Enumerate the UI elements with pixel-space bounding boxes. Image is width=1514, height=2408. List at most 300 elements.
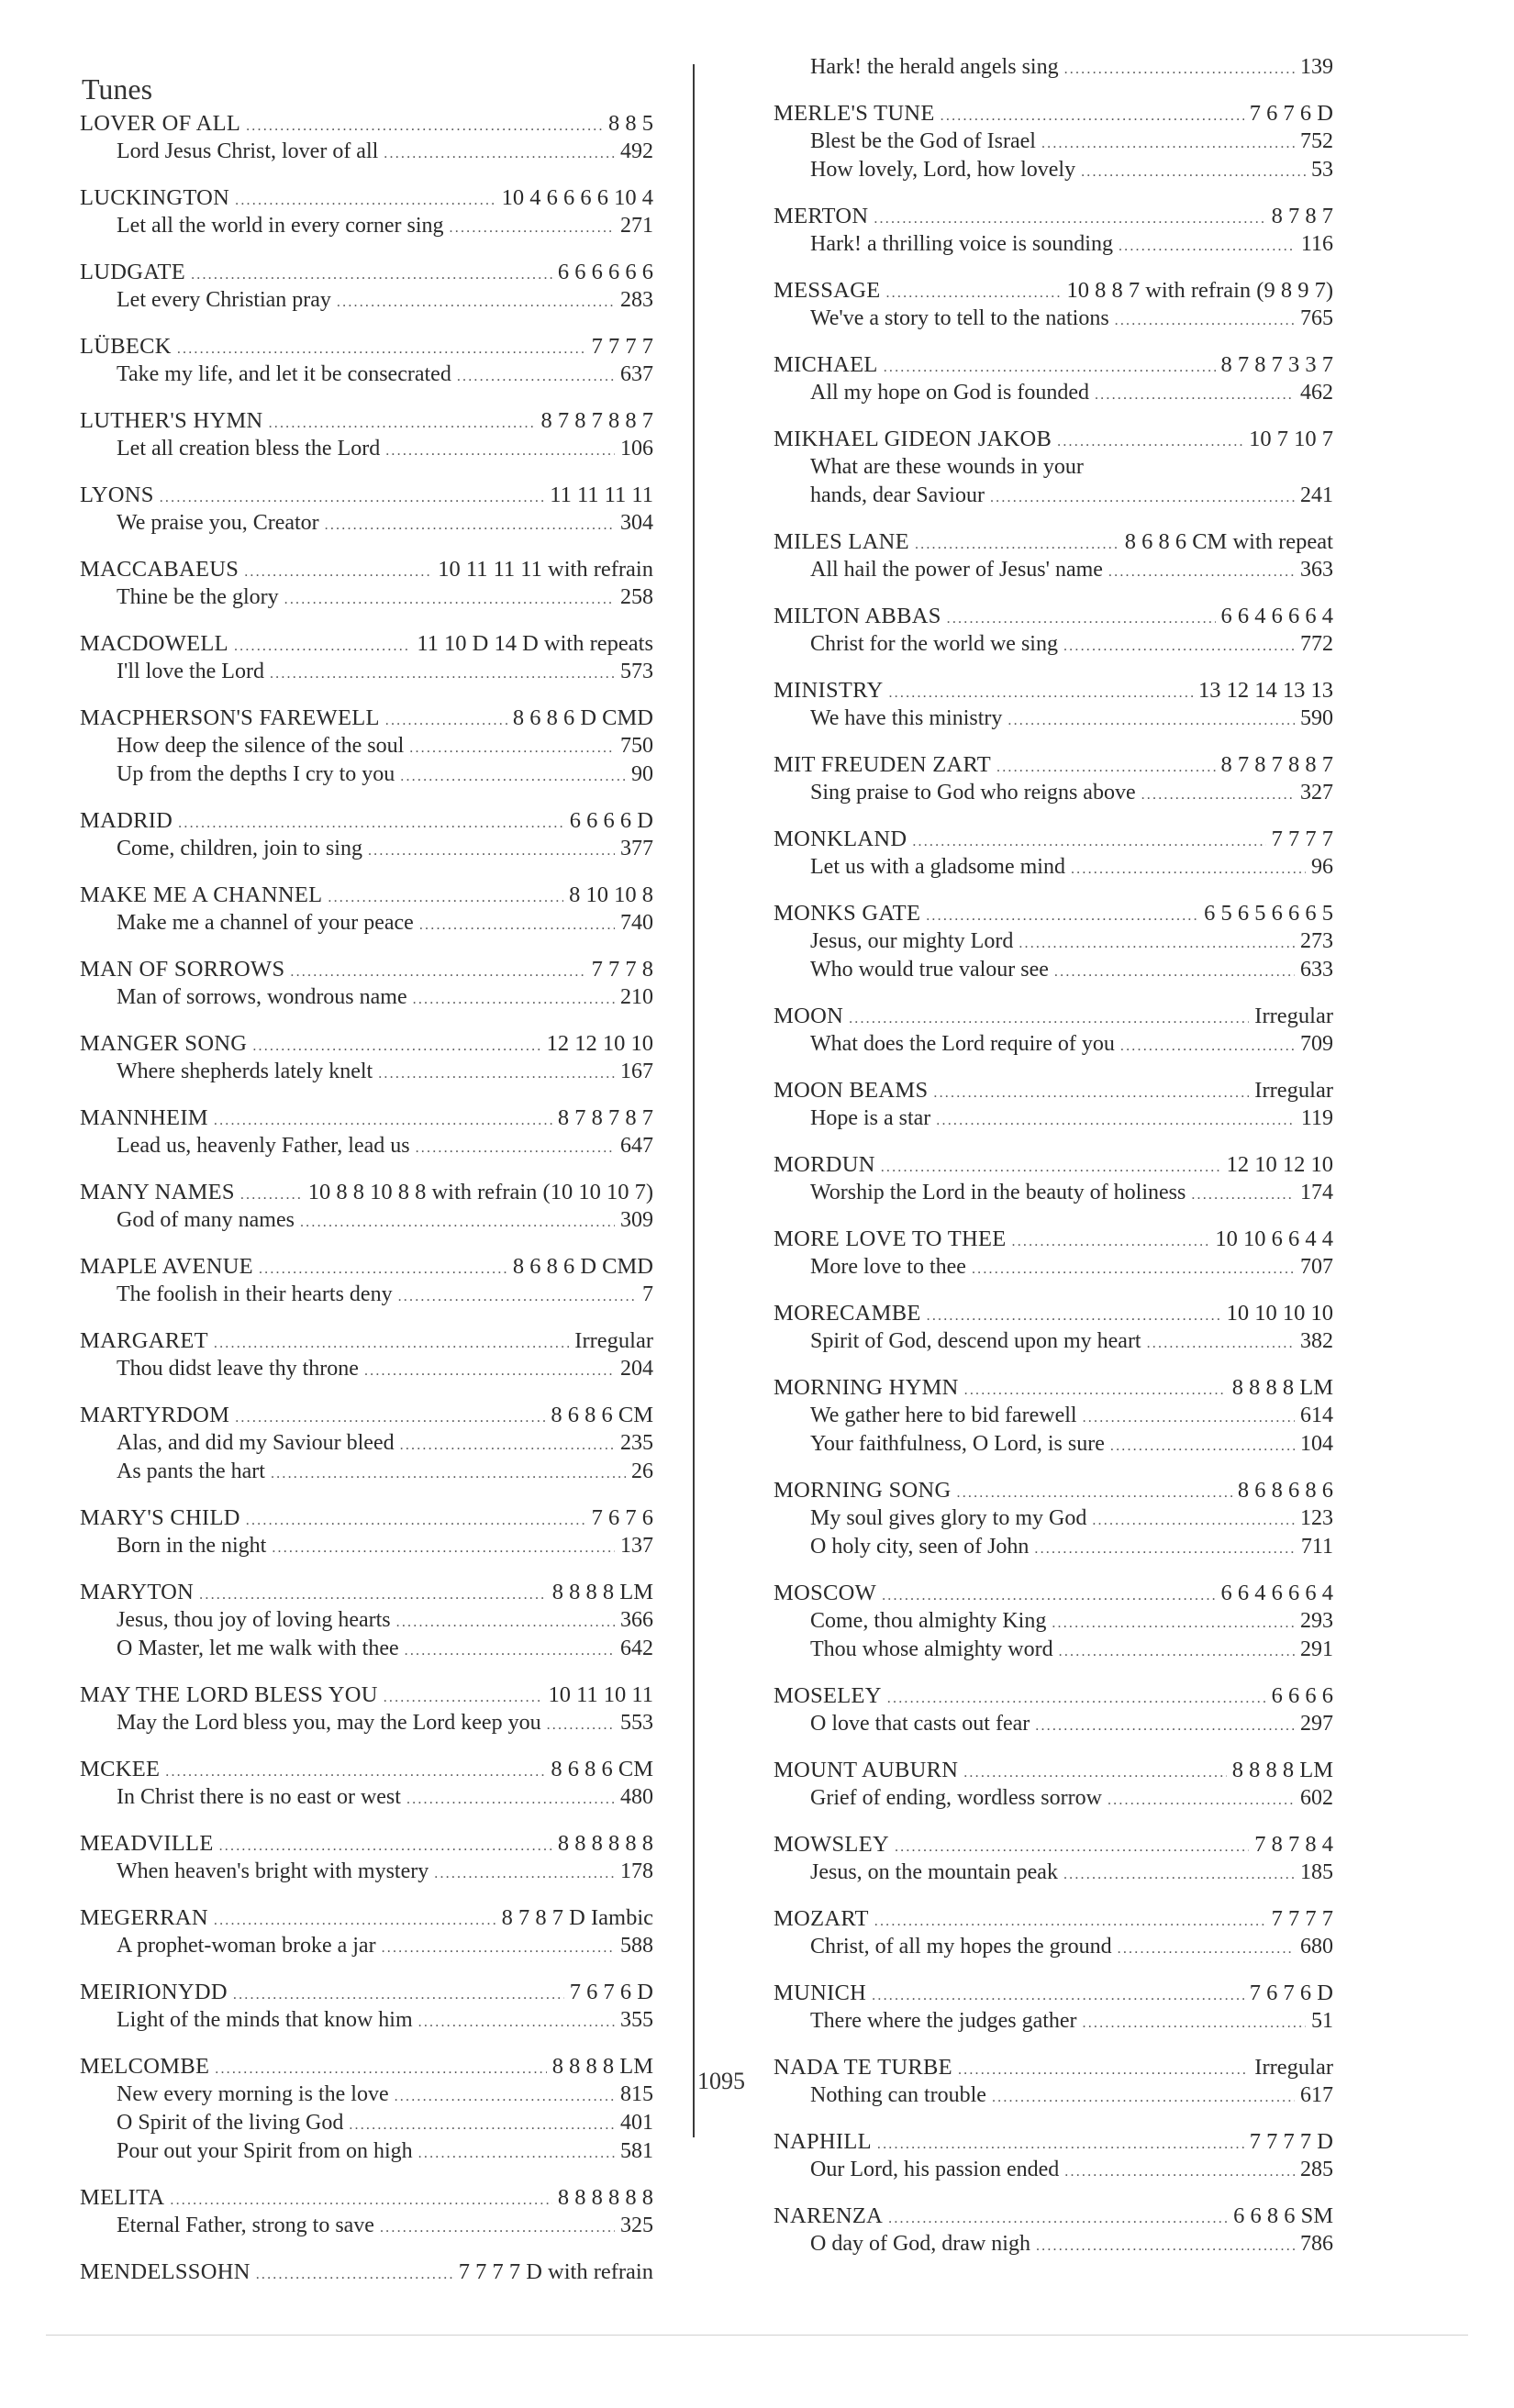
tune-meter: 7 8 7 8 4 [1254, 1832, 1333, 1857]
tune-name: NADA TE TURBE [774, 2055, 952, 2080]
hymn-title: Let all the world in every corner sing [117, 214, 444, 238]
hymn-title: Blest be the God of Israel [810, 129, 1036, 153]
dot-leader [547, 1711, 615, 1739]
dot-leader [337, 288, 615, 316]
tune-meter: 8 8 5 [608, 111, 653, 136]
tune-entry [774, 1904, 1333, 1961]
dot-leader [300, 1208, 615, 1237]
hymn-number: 304 [620, 511, 653, 535]
hymn-line [774, 1859, 1333, 1887]
tune-name: MOON [774, 1004, 844, 1028]
dot-leader [235, 186, 495, 215]
tune-meter: 7 7 7 8 [591, 957, 653, 982]
hymn-title: We praise you, Creator [117, 511, 319, 535]
tune-entry [774, 1299, 1333, 1356]
hymn-line [80, 1355, 653, 1383]
tune-entry [80, 1681, 653, 1737]
dot-leader [915, 530, 1119, 559]
hymn-title: Worship the Lord in the beauty of holiness [810, 1181, 1186, 1204]
hymn-line [80, 983, 653, 1012]
dot-leader [881, 1153, 1221, 1182]
tune-meter: 6 6 8 6 SM [1233, 2203, 1333, 2228]
dot-leader [1059, 1637, 1295, 1666]
tune-meter: Irregular [1254, 1078, 1333, 1103]
dot-leader [256, 2260, 453, 2289]
hymn-title: Take my life, and let it be consecrated [117, 362, 451, 386]
dot-leader [413, 985, 615, 1014]
dot-leader [1063, 1860, 1295, 1889]
dot-leader [272, 1534, 615, 1562]
dot-leader [964, 1376, 1227, 1404]
dot-leader [927, 1302, 1221, 1330]
dot-leader [1191, 1181, 1295, 1209]
hymn-line [774, 1402, 1333, 1430]
hymn-number: 602 [1300, 1786, 1333, 1810]
tune-heading-line [774, 750, 1333, 779]
tune-name: MORDUN [774, 1152, 875, 1177]
tune-heading-line [774, 1904, 1333, 1933]
hymn-number: 139 [1300, 55, 1333, 79]
hymn-number: 167 [620, 1060, 653, 1083]
tune-meter: 10 8 8 7 with refrain (9 8 9 7) [1066, 278, 1333, 303]
dot-leader [1119, 232, 1296, 261]
tune-meter: Irregular [574, 1328, 653, 1353]
tune-name: MILES LANE [774, 529, 909, 554]
tune-name: MICHAEL [774, 352, 878, 377]
hymn-line [774, 1607, 1333, 1636]
dot-leader [872, 1981, 1244, 2010]
dot-leader [941, 102, 1244, 130]
tune-name: MORE LOVE TO THEE [774, 1226, 1007, 1251]
tune-name: MARYTON [80, 1580, 195, 1604]
hymn-title: Let all creation bless the Lord [117, 437, 381, 461]
tune-entry [80, 881, 653, 938]
hymn-line [774, 53, 1333, 82]
dot-leader [271, 1459, 626, 1488]
tune-heading-line [774, 1150, 1333, 1179]
hymn-number: 327 [1300, 781, 1333, 805]
hymn-line [774, 1253, 1333, 1282]
tune-entry [774, 2127, 1333, 2184]
tune-entry [774, 350, 1333, 407]
dot-leader [400, 1431, 615, 1459]
hymn-number: 637 [620, 362, 653, 386]
hymn-number: 573 [620, 660, 653, 683]
hymn-number: 401 [620, 2111, 653, 2135]
tune-meter: 6 5 6 5 6 6 6 5 [1204, 901, 1333, 926]
tune-name: LÜBECK [80, 334, 172, 359]
hymn-line [774, 1710, 1333, 1738]
hymn-title: How deep the silence of the soul [117, 734, 405, 758]
tune-entry [774, 1476, 1333, 1561]
tune-name: MILTON ABBAS [774, 604, 941, 628]
hymn-title: Hark! a thrilling voice is sounding [810, 232, 1113, 256]
tune-meter: 8 7 8 7 3 3 7 [1220, 352, 1333, 377]
dot-leader [1071, 855, 1306, 883]
tune-name: MORNING HYMN [774, 1375, 959, 1400]
dot-leader [450, 214, 615, 242]
hymn-line [80, 835, 653, 863]
tune-heading-line [774, 676, 1333, 705]
tune-name: MIKHAEL GIDEON JAKOB [774, 427, 1052, 451]
tune-meter: 10 11 11 11 with refrain [438, 557, 653, 582]
tune-entry [80, 1104, 653, 1160]
tune-name: LYONS [80, 483, 154, 507]
dot-leader [874, 205, 1265, 233]
dot-leader [219, 1832, 552, 1860]
dot-leader [396, 1608, 615, 1637]
dot-leader [419, 911, 615, 939]
dot-leader [1108, 1786, 1295, 1814]
tune-entry [774, 99, 1333, 184]
tune-heading-line [80, 406, 653, 435]
hymn-title: All hail the power of Jesus' name [810, 558, 1103, 582]
dot-leader [398, 1282, 637, 1311]
dot-leader [215, 2055, 547, 2083]
tune-heading-line [80, 1578, 653, 1606]
tune-entry [80, 1978, 653, 2035]
dot-leader [990, 483, 1295, 512]
dot-leader [1141, 781, 1295, 809]
hymn-line [774, 2156, 1333, 2184]
hymn-line [80, 1532, 653, 1560]
hymn-title: Alas, and did my Saviour bleed [117, 1431, 395, 1455]
hymn-title: We've a story to tell to the nations [810, 306, 1109, 330]
dot-leader [1110, 1432, 1295, 1460]
tune-meter: 10 10 10 10 [1226, 1301, 1333, 1326]
tune-name: MEADVILLE [80, 1831, 214, 1856]
tune-meter: Irregular [1254, 2055, 1333, 2080]
dot-leader [1081, 158, 1306, 186]
dot-leader [1083, 1404, 1295, 1432]
tune-meter: 6 6 4 6 6 6 4 [1220, 1581, 1333, 1605]
hymn-line [80, 909, 653, 938]
tune-heading-line [80, 332, 653, 361]
hymn-number: 750 [620, 734, 653, 758]
hymn-title: We gather here to bid farewell [810, 1404, 1077, 1427]
hymn-number: 185 [1300, 1860, 1333, 1884]
hymn-line [80, 2081, 653, 2109]
hymn-title: Born in the night [117, 1534, 267, 1558]
hymn-number: 707 [1300, 1255, 1333, 1279]
dot-leader [887, 1684, 1266, 1713]
dot-leader [244, 558, 432, 586]
hymn-line [80, 1281, 653, 1309]
hymn-title: Our Lord, his passion ended [810, 2158, 1060, 2181]
hymn-number: 680 [1300, 1935, 1333, 1959]
hymn-title: Let every Christian pray [117, 288, 331, 312]
tune-meter: 12 12 10 10 [546, 1031, 653, 1056]
hymn-number: 617 [1300, 2083, 1333, 2107]
tune-meter: 8 6 8 6 8 6 [1237, 1478, 1333, 1503]
dot-leader [1057, 427, 1243, 456]
hymn-line [774, 1327, 1333, 1356]
hymn-line [774, 1933, 1333, 1961]
hymn-number: 258 [620, 585, 653, 609]
dot-leader [1054, 958, 1295, 986]
hymn-line [774, 453, 1333, 482]
dot-leader [1115, 306, 1295, 335]
tune-name: MARTYRDOM [80, 1403, 230, 1427]
hymn-line [774, 305, 1333, 333]
tune-heading-line [80, 555, 653, 583]
tune-meter: 8 8 8 8 LM [551, 1580, 653, 1604]
dot-leader [1118, 1935, 1295, 1963]
hymn-title: What does the Lord require of you [810, 1032, 1115, 1056]
dot-leader [395, 2082, 615, 2111]
hymn-line [80, 1206, 653, 1235]
hymn-line [774, 156, 1333, 184]
hymn-number: 235 [620, 1431, 653, 1455]
dot-leader [936, 1106, 1296, 1135]
tune-meter: 7 6 7 6 D [1249, 101, 1333, 126]
hymn-title: Hark! the herald angels sing [810, 55, 1059, 79]
tune-entry [80, 258, 653, 315]
tune-meter: 7 7 7 7 [1271, 1906, 1333, 1931]
tune-meter: Irregular [1254, 1004, 1333, 1028]
tune-meter: 8 8 8 8 8 8 [557, 2185, 653, 2210]
tune-entry [774, 2202, 1333, 2258]
dot-leader [888, 2204, 1228, 2233]
hymn-line [80, 583, 653, 612]
tune-heading-line [80, 1681, 653, 1709]
dot-leader [963, 1759, 1227, 1787]
tune-heading-line [80, 2258, 653, 2286]
tune-name: NAPHILL [774, 2129, 872, 2154]
hymn-line [80, 212, 653, 240]
tune-entry [774, 1830, 1333, 1887]
tune-entry [774, 899, 1333, 984]
hymn-title: Christ, of all my hopes the ground [810, 1935, 1112, 1959]
dot-leader [290, 958, 585, 986]
tune-heading-line [80, 704, 653, 732]
tune-name: MANY NAMES [80, 1180, 235, 1204]
tune-entry [80, 629, 653, 686]
tune-entry [774, 202, 1333, 259]
tune-name: MACCABAEUS [80, 557, 239, 582]
tune-name: MOWSLEY [774, 1832, 889, 1857]
tune-heading-line [80, 881, 653, 909]
tune-name: MOZART [774, 1906, 869, 1931]
hymn-line [80, 1458, 653, 1486]
tune-name: MOUNT AUBURN [774, 1758, 959, 1782]
page-number: 1095 [697, 2068, 745, 2094]
tune-meter: 8 8 8 8 LM [1231, 1758, 1333, 1782]
tune-entry [774, 1076, 1333, 1133]
dot-leader [958, 2056, 1249, 2084]
dot-leader [380, 2214, 615, 2242]
dot-leader [1095, 381, 1295, 409]
tune-entry [774, 1979, 1333, 2036]
dot-leader [177, 335, 586, 363]
tune-entry [774, 825, 1333, 882]
dot-leader [240, 1181, 303, 1209]
hymn-number: 786 [1300, 2232, 1333, 2256]
hymn-title: I'll love the Lord [117, 660, 264, 683]
hymn-title: All my hope on God is founded [810, 381, 1089, 405]
dot-leader [385, 437, 615, 465]
tune-meter: 10 10 6 6 4 4 [1215, 1226, 1333, 1251]
dot-leader [269, 409, 536, 438]
tune-name: MADRID [80, 808, 173, 833]
hymn-title: How lovely, Lord, how lovely [810, 158, 1076, 182]
hymn-line [774, 379, 1333, 407]
tune-heading-line [80, 1755, 653, 1783]
hymn-title: Grief of ending, wordless sorrow [810, 1786, 1102, 1810]
hymn-number: 815 [620, 2082, 653, 2106]
tune-heading-line [774, 2202, 1333, 2230]
hymn-line [774, 630, 1333, 659]
dot-leader [400, 762, 626, 791]
tune-entry [774, 676, 1333, 733]
tune-entry [774, 2053, 1333, 2110]
tune-name: MIT FREUDEN ZART [774, 752, 991, 777]
hymn-number: 752 [1300, 129, 1333, 153]
tune-name: MONKLAND [774, 827, 907, 851]
hymn-number: 178 [620, 1859, 653, 1883]
hymn-line [80, 1932, 653, 1960]
dot-leader [933, 1079, 1249, 1107]
dot-leader [957, 1479, 1232, 1507]
hymn-number: 462 [1300, 381, 1333, 405]
hymn-line [774, 230, 1333, 259]
tune-entry [774, 527, 1333, 584]
dot-leader [1120, 1032, 1295, 1060]
dot-leader [368, 837, 615, 865]
tune-name: MUNICH [774, 1981, 867, 2005]
hymn-line [80, 1858, 653, 1886]
hymn-number: 283 [620, 288, 653, 312]
hymn-line [774, 482, 1333, 510]
hymn-line [774, 1430, 1333, 1459]
hymn-line [774, 956, 1333, 984]
tune-name: MOSELEY [774, 1683, 882, 1708]
hymn-number: 633 [1300, 958, 1333, 982]
hymn-title: Thou didst leave thy throne [117, 1357, 359, 1381]
hymn-line [80, 1709, 653, 1737]
tune-entry [80, 1178, 653, 1235]
hymn-number: 116 [1300, 232, 1333, 256]
tune-name: MERLE'S TUNE [774, 101, 935, 126]
hymn-number: 123 [1300, 1506, 1333, 1530]
dot-leader [259, 1255, 507, 1283]
tune-name: LOVER OF ALL [80, 111, 241, 136]
hymn-line [80, 286, 653, 315]
hymn-number: 711 [1300, 1535, 1333, 1559]
tune-meter: 8 10 10 8 [569, 882, 653, 907]
hymn-title: hands, dear Saviour [810, 483, 985, 507]
hymn-number: 90 [631, 762, 653, 786]
tune-meter: 12 10 12 10 [1226, 1152, 1333, 1177]
tune-heading-line [80, 806, 653, 835]
tune-name: MAY THE LORD BLESS YOU [80, 1682, 378, 1707]
hymn-line [80, 1429, 653, 1458]
dot-leader [382, 1934, 615, 1962]
hymn-line [774, 2007, 1333, 2036]
dot-leader [877, 2130, 1244, 2158]
hymn-title: Man of sorrows, wondrous name [117, 985, 407, 1009]
dot-leader [992, 2083, 1295, 2112]
hymn-title: Lead us, heavenly Father, lead us [117, 1134, 410, 1158]
hymn-number: 647 [620, 1134, 653, 1158]
hymn-title: More love to thee [810, 1255, 966, 1279]
tune-entry [774, 602, 1333, 659]
tune-entry [774, 1150, 1333, 1207]
tune-name: MANGER SONG [80, 1031, 248, 1056]
tune-name: MAN OF SORROWS [80, 957, 285, 982]
tune-entry [774, 1373, 1333, 1459]
dot-leader [246, 112, 603, 140]
hymn-number: 174 [1300, 1181, 1333, 1204]
hymn-line [80, 1606, 653, 1635]
tune-entry [80, 704, 653, 789]
dot-leader [434, 1859, 615, 1888]
hymn-number: 363 [1300, 558, 1333, 582]
tune-heading-line [80, 481, 653, 509]
hymn-title: Hope is a star [810, 1106, 931, 1130]
tune-heading-line [774, 1830, 1333, 1859]
tune-name: MCKEE [80, 1757, 161, 1781]
scan-edge-line [46, 2335, 1468, 2336]
tune-heading-line [774, 1476, 1333, 1504]
tune-entry [774, 1681, 1333, 1738]
hymn-number: 614 [1300, 1404, 1333, 1427]
dot-leader [385, 706, 507, 735]
tune-heading-line [80, 183, 653, 212]
tune-meter: 8 6 8 6 CM with repeat [1124, 529, 1333, 554]
tune-entry [80, 1755, 653, 1812]
hymn-number: 366 [620, 1608, 653, 1632]
hymn-title: The foolish in their hearts deny [117, 1282, 393, 1306]
tune-heading-line [774, 1979, 1333, 2007]
hymn-title: Who would true valour see [810, 958, 1049, 982]
hymn-number: 26 [631, 1459, 653, 1483]
tune-entry [774, 1002, 1333, 1059]
hymn-number: 765 [1300, 306, 1333, 330]
tune-heading-line [774, 602, 1333, 630]
dot-leader [1064, 55, 1295, 83]
tune-name: LUDGATE [80, 260, 186, 284]
dot-leader [405, 1637, 615, 1665]
tune-meter: 8 8 8 8 LM [551, 2054, 653, 2079]
tune-name: MARY'S CHILD [80, 1505, 240, 1530]
hymn-line [774, 1636, 1333, 1664]
tune-heading-line [774, 899, 1333, 927]
hymn-number: 210 [620, 985, 653, 1009]
hymn-line [80, 435, 653, 463]
hymn-line [774, 927, 1333, 956]
dot-leader [418, 2139, 615, 2168]
tune-entry [80, 2258, 653, 2286]
tune-entry [80, 2183, 653, 2240]
tune-heading-line [774, 1579, 1333, 1607]
dot-leader [882, 1581, 1215, 1610]
tune-heading-line [80, 1401, 653, 1429]
hymn-line [774, 1504, 1333, 1533]
dot-leader [234, 632, 411, 660]
hymn-line [774, 705, 1333, 733]
hymn-title: Come, children, join to sing [117, 837, 362, 860]
dot-leader [409, 734, 615, 762]
hymn-line [80, 138, 653, 166]
tune-name: NARENZA [774, 2203, 884, 2228]
tune-heading-line [80, 1504, 653, 1532]
tune-name: MENDELSSOHN [80, 2259, 250, 2284]
hymn-title: Christ for the world we sing [810, 632, 1058, 656]
hymn-number: 590 [1300, 706, 1333, 730]
dot-leader [214, 1106, 552, 1135]
hymn-title: A prophet-woman broke a jar [117, 1934, 376, 1958]
